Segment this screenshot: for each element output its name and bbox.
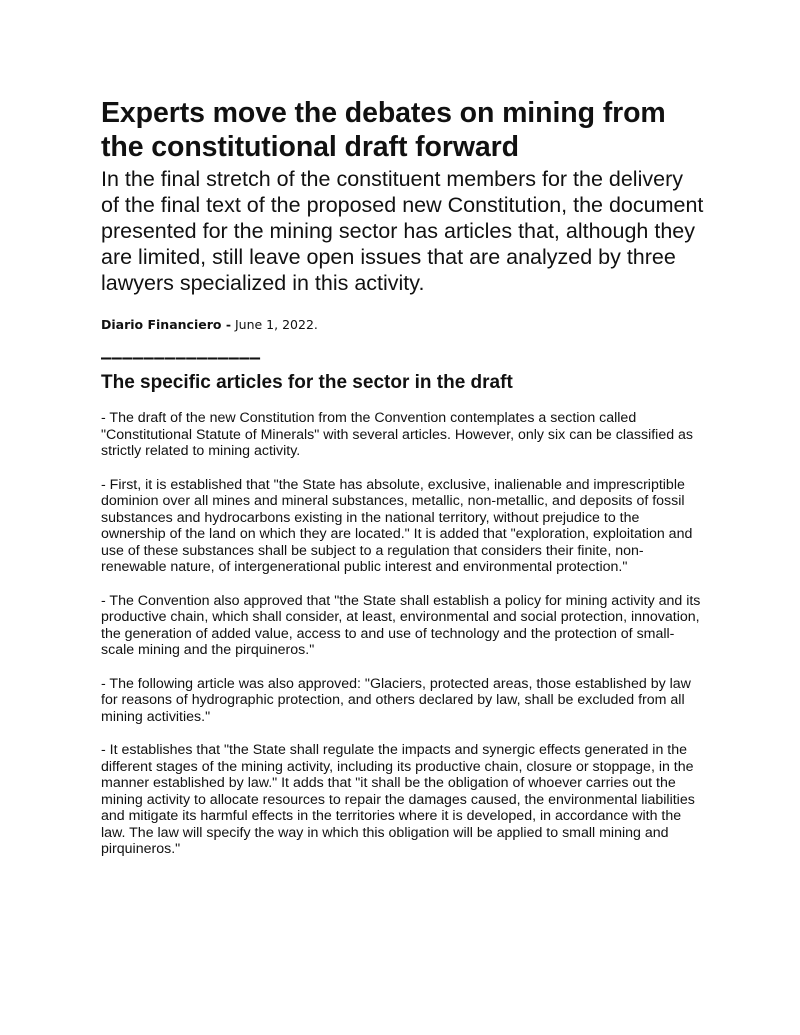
byline-date: June 1, 2022. <box>231 317 318 332</box>
article <box>101 96 704 858</box>
byline-source: Diario Financiero - <box>101 317 232 332</box>
article-paragraph: - The Convention also approved that "the State shall establish a policy for mining activity and its productive chain, which shall consider, at least, environmental and social protection, innovation, the generation of added value, access to and use of technology and the protection of small-scale mining and the pirquineros." <box>101 592 701 658</box>
article-paragraph: - First, it is established that "the State has absolute, exclusive, inalienable and imprescriptible dominion over all mines and mineral substances, metallic, non-metallic, and deposits of fossil substances and hydrocarbons existing in the national territory, without prejudice to the ownership of the land on which they are located." It is added that "exploration, exploitation and use of these substances shall be subject to a regulation that considers their finite, non-renewable nature, of intergenerational public interest and environmental protection." <box>101 476 693 575</box>
section-title: The specific articles for the sector in the draft <box>101 372 513 393</box>
article-subheadline: In the final stretch of the constituent members for the delivery of the final text of the proposed new Constitution, the document presented for the mining sector has articles that, although they are limited, still leave open issues that are analyzed by three lawyers specialized in this activity. <box>101 167 704 295</box>
article-paragraph: - The following article was also approved: "Glaciers, protected areas, those established by law for reasons of hydrographic protection, and others declared by law, shall be excluded from all mining activities." <box>101 675 691 725</box>
article-paragraph: - The draft of the new Constitution from the Convention contemplates a section called "Constitutional Statute of Minerals" with several articles. However, only six can be classified as strictly related to mining activity. <box>101 410 694 459</box>
article-paragraph: - It establishes that "the State shall regulate the impacts and synergic effects generated in the different stages of the mining activity, including its productive chain, closure or stoppage, in the manner established by law." It adds that "it shall be the obligation of whoever carries out the mining activity to allocate resources to repair the damages caused, the environmental liabilities and mitigate its harmful effects in the territories where it is developed, in accordance with the law. The law will specify the way in which this obligation will be applied to small mining and pirquineros." <box>101 742 695 857</box>
byline <box>101 317 701 333</box>
article-headline: Experts move the debates on mining from the constitutional draft forward <box>101 97 666 163</box>
section-divider: ——————————————— <box>101 348 261 368</box>
